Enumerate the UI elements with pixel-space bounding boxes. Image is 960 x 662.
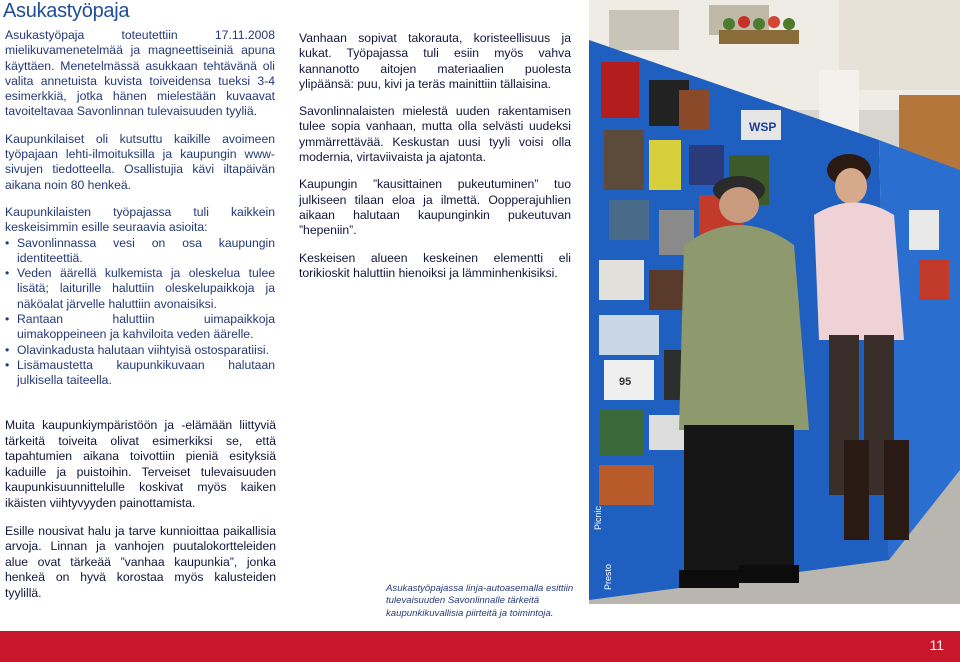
- paragraph: Kaupungin ”kausittainen pukeutuminen” tuo julkiseen tilaan eloa ja ilmettä. Oopperajuhlien aikaan halutaan kaupunginkin pukeutuvan ”hepeniin”.: [299, 177, 571, 238]
- bullet-item: • Rantaan haluttiin uimapaikkoja uimakoppeineen ja kahviloita veden äärelle.: [5, 312, 275, 343]
- page-number: 11: [929, 637, 944, 653]
- paragraph: Asukastyöpaja toteutettiin 17.11.2008 mielikuvamenetelmää ja magneettiseiniä apuna käyttäen. Menetelmässä asukkaan tehtävänä oli valita annetuista kuvista toiveidensa tueksi 3-4 esimerkkiä, jotka hänen mielestään kuvaavat tavoiteltavaa Savonlinnan tulevaisuuden tyyliä.: [5, 28, 275, 119]
- paragraph: Kaupunkilaiset oli kutsuttu kaikille avoimeen työpajaan lehti-ilmoituksilla ja kaupungin www-sivujen tiedotteella. Osallistujia kävi iltapäivän aikana noin 80 henkeä.: [5, 131, 275, 192]
- paragraph: Keskeisen alueen keskeinen elementti eli torikioskit haluttiin hienoiksi ja lämminhenkisiksi.: [299, 250, 571, 280]
- bullet-item: • Lisämaustetta kaupunkikuvaan halutaan julkisella taiteella.: [5, 358, 275, 389]
- photo-poster-text: Presto: [603, 563, 613, 590]
- bullet-list: [5, 236, 275, 389]
- left-column: [5, 28, 275, 389]
- paragraph: Kaupunkilaisten työpajassa tuli kaikkein keskeisimmin esille seuraavia asioita:: [5, 204, 275, 235]
- paragraph: Savonlinnalaisten mielestä uuden rakentamisen tulee sopia vanhaan, mutta olla selvästi uudeksi ymmärrettävää. Keskustan uusi tyyli voisi olla modernia, virtaviivaista ja ajatonta.: [299, 104, 571, 165]
- paragraph: Muita kaupunkiympäristöön ja -elämään liittyviä tärkeitä toiveita olivat esimerkiksi se, että tapahtumien aikana toivottiin pieniä esityksiä kaduille ja puistoihin. Terveiset tulevaisuuden kaupunkisuunnittelulle koskivat myös kaiken ikäisten viihtyvyyden painottamista.: [5, 418, 276, 510]
- photo-caption: Asukastyöpajassa linja-autoasemalla esittiin tulevaisuuden Savonlinnalle tärkeitä kaupunkikuvallisia piirteitä ja toimintoja.: [386, 583, 574, 619]
- bullet-item: • Veden äärellä kulkemista ja oleskelua tulee lisätä; laiturille haluttiin oleskelupaikkoja ja näköalat järvelle haluttiin avonaisiksi.: [5, 266, 275, 312]
- workshop-photo: [589, 0, 960, 604]
- paragraph: Vanhaan sopivat takorauta, koristeellisuus ja kukat. Työpajassa tuli esiin myös vahva kannanotto aitojen materiaalien puolesta ylipäänsä: puu, kivi ja teräs mainittiin tällaisina.: [299, 31, 571, 91]
- photo-sticker-text: 95: [619, 376, 632, 388]
- page-title: Asukastyöpaja: [3, 0, 130, 22]
- paragraph: Esille nousivat halu ja tarve kunnioittaa paikallisia arvoja. Linnan ja vanhojen puutalokortteleiden alue ovat tärkeää ”vanhaa kaupunkia”, jonka henkeä on hyvä korostaa myös kalusteiden tyylillä.: [5, 523, 276, 600]
- bullet-item: • Olavinkadusta halutaan viihtyisä ostosparatiisi.: [5, 343, 275, 358]
- photo-poster-text: Picnic: [593, 505, 603, 530]
- bullet-item: • Savonlinnassa vesi on osa kaupungin identiteettiä.: [5, 236, 275, 267]
- photo-illustration: [589, 0, 960, 604]
- bottom-text: [5, 418, 276, 614]
- photo-sign-text: WSP: [749, 120, 777, 134]
- middle-column: [299, 31, 571, 293]
- page-footer: [0, 631, 960, 662]
